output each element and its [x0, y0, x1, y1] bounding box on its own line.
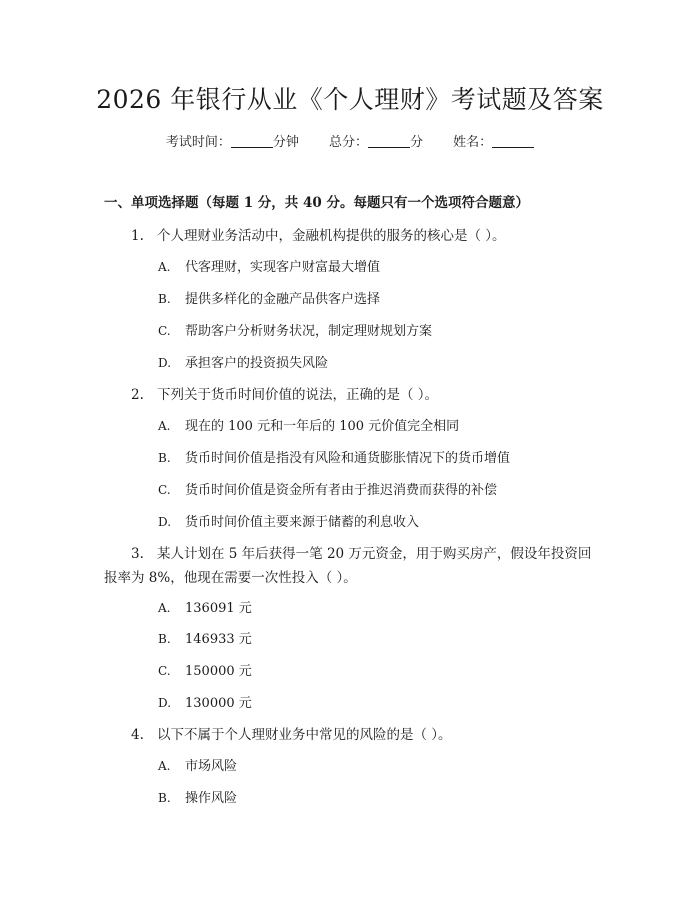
question-number: 3.	[131, 546, 144, 562]
option-3c	[158, 660, 252, 679]
question-1	[131, 224, 506, 244]
option-1a	[158, 256, 380, 275]
option-text: 130000 元	[185, 696, 252, 711]
exam-time-field	[166, 131, 299, 150]
total-score-field	[329, 131, 423, 150]
total-score-label: 总分：	[328, 135, 368, 150]
option-1c	[158, 320, 432, 339]
question-3-continuation: 报率为 8%，他现在需要一次性投入（ ）。	[104, 570, 357, 586]
question-number: 4.	[131, 727, 144, 743]
option-letter: A.	[158, 759, 171, 773]
option-text: 承担客户的投资损失风险	[185, 356, 329, 371]
option-4a	[158, 755, 237, 774]
question-text: 下列关于货币时间价值的说法，正确的是（ ）。	[157, 387, 439, 403]
option-3d	[158, 692, 252, 711]
page-title: 2026 年银行从业《个人理财》考试题及答案	[96, 85, 604, 114]
option-2c	[158, 479, 497, 498]
option-letter: B.	[158, 632, 171, 646]
option-1b	[158, 288, 380, 307]
option-text: 货币时间价值是资金所有者由于推迟消费而获得的补偿	[185, 483, 498, 498]
option-letter: B.	[158, 451, 171, 465]
option-letter: C.	[158, 324, 171, 338]
question-4	[131, 723, 452, 743]
option-text: 现在的 100 元和一年后的 100 元价值完全相同	[185, 419, 460, 434]
question-number: 2.	[131, 387, 144, 403]
option-letter: A.	[158, 260, 171, 274]
option-3b	[158, 628, 252, 647]
option-text: 帮助客户分析财务状况，制定理财规划方案	[185, 324, 433, 339]
option-letter: C.	[158, 664, 171, 678]
option-letter: B.	[158, 791, 171, 805]
option-text: 提供多样化的金融产品供客户选择	[185, 292, 381, 307]
option-text: 代客理财，实现客户财富最大增值	[185, 260, 381, 275]
option-text: 市场风险	[185, 759, 238, 774]
question-number: 1.	[131, 228, 144, 244]
exam-time-label: 考试时间：	[165, 135, 231, 150]
name-field	[453, 131, 534, 150]
question-text: 以下不属于个人理财业务中常见的风险的是（ ）。	[157, 727, 452, 743]
option-letter: B.	[158, 292, 171, 306]
option-2b	[158, 447, 510, 466]
option-text: 136091 元	[185, 601, 252, 616]
option-text: 货币时间价值是指没有风险和通货膨胀情况下的货币增值	[185, 451, 511, 466]
name-blank	[492, 134, 534, 148]
option-letter: D.	[158, 356, 172, 370]
exam-time-unit: 分钟	[272, 135, 299, 150]
option-2a	[158, 415, 459, 434]
total-score-blank	[368, 134, 410, 148]
option-text: 操作风险	[185, 791, 238, 806]
option-text: 货币时间价值主要来源于储蓄的利息收入	[185, 515, 420, 530]
option-4b	[158, 787, 237, 806]
option-letter: D.	[158, 696, 172, 710]
option-letter: A.	[158, 419, 171, 433]
question-text: 个人理财业务活动中，金融机构提供的服务的核心是（ ）。	[157, 228, 506, 244]
question-text: 某人计划在 5 年后获得一笔 20 万元资金，用于购买房产，假设年投资回	[157, 546, 592, 562]
option-1d	[158, 352, 328, 371]
question-2	[131, 383, 438, 403]
option-2d	[158, 511, 419, 530]
option-letter: C.	[158, 483, 171, 497]
option-text: 146933 元	[185, 632, 252, 647]
option-letter: D.	[158, 515, 172, 529]
question-3	[131, 542, 591, 562]
exam-info-line	[0, 131, 700, 150]
total-score-unit: 分	[410, 135, 424, 150]
option-letter: A.	[158, 601, 171, 615]
option-3a	[158, 597, 252, 616]
option-text: 150000 元	[185, 664, 252, 679]
exam-time-blank	[231, 134, 273, 148]
section-heading: 一、单项选择题（每题 1 分，共 40 分。每题只有一个选项符合题意）	[104, 195, 529, 211]
name-label: 姓名：	[453, 135, 493, 150]
